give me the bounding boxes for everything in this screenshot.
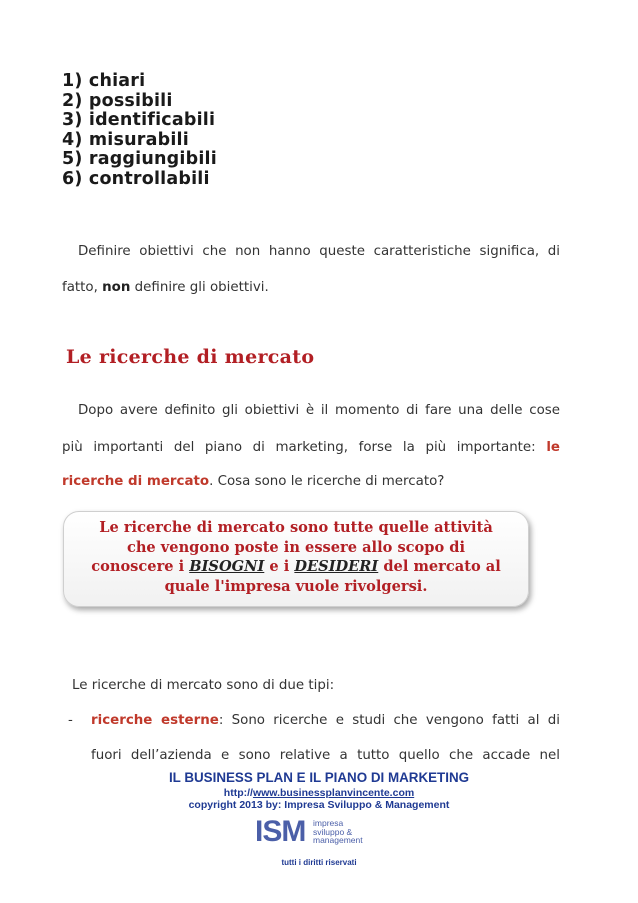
callout-line: quale l'impresa vuole rivolgersi. <box>164 577 428 595</box>
paragraph-definire-cont <box>62 280 560 296</box>
highlight-text: ricerche esterne <box>91 713 219 728</box>
text-span: . Cosa sono le ricerche di mercato? <box>209 474 445 489</box>
bullet-item-esterne-cont <box>91 748 560 764</box>
paragraph-dopo-line2 <box>62 440 560 456</box>
bullet-dash: - <box>68 713 73 728</box>
logo-word: management <box>313 835 363 846</box>
bullet-marker <box>68 713 88 729</box>
highlight-text: ricerche di mercato <box>62 474 210 489</box>
logo-word: impresa <box>313 818 344 828</box>
bullet-item-esterne <box>91 713 560 729</box>
text-span: più importanti del piano di marketing, forse la più importante: <box>62 440 547 455</box>
list-item: 4) misurabili <box>62 129 189 150</box>
callout-emphasis: BISOGNI <box>189 558 265 575</box>
list-item: 2) possibili <box>62 90 173 111</box>
text-line: Le ricerche di mercato sono di due tipi: <box>72 678 335 693</box>
highlight-text: le <box>546 440 560 455</box>
bold-word: non <box>102 280 131 295</box>
paragraph-dopo <box>78 403 560 419</box>
list-item: 1) chiari <box>62 71 146 91</box>
callout-text: del mercato al <box>378 558 501 575</box>
callout-line: Le ricerche di mercato sono tutte quelle attività <box>99 519 493 536</box>
footer-title: IL BUSINESS PLAN E IL PIANO DI MARKETING <box>168 770 470 785</box>
paragraph-dopo-line3 <box>62 474 560 490</box>
logo-word: sviluppo & <box>313 826 353 837</box>
logo-mark: ISM <box>255 815 306 848</box>
text-line: fuori dell’azienda e sono relative a tutto quello che accade nel <box>91 748 560 763</box>
list-item: 3) identificabili <box>62 110 216 131</box>
callout-line <box>64 557 528 577</box>
paragraph-definire <box>78 244 560 260</box>
text-line: Dopo avere definito gli obiettivi è il momento di fare una delle cose <box>78 403 560 418</box>
footer-copyright: copyright 2013 by: Impresa Sviluppo & Management <box>188 799 450 811</box>
footer-url <box>0 787 638 799</box>
callout-text: e i <box>264 558 295 575</box>
ism-logo <box>255 817 375 849</box>
callout-text: conoscere i <box>91 558 190 575</box>
paragraph-tipi <box>72 678 570 694</box>
logo-words <box>313 819 363 845</box>
definition-callout <box>63 511 529 607</box>
characteristics-list-image <box>62 72 217 190</box>
callout-emphasis: DESIDERI <box>294 558 379 575</box>
url-prefix: http:// <box>223 787 253 799</box>
list-item: 5) raggiungibili <box>62 149 217 170</box>
text-line: Definire obiettivi che non hanno queste caratteristiche significa, di <box>78 244 560 259</box>
website-link[interactable]: www.businessplanvincente.com <box>252 787 415 799</box>
footer-rights: tutti i diritti riservati <box>281 858 357 867</box>
text-span: fatto, <box>62 280 103 295</box>
callout-line: che vengono poste in essere allo scopo di <box>126 538 466 556</box>
text-span: : Sono ricerche e studi che vengono fatti al di <box>218 713 560 728</box>
list-item: 6) controllabili <box>62 168 210 189</box>
text-span: definire gli obiettivi. <box>130 280 269 295</box>
section-title: Le ricerche di mercato <box>66 346 315 368</box>
